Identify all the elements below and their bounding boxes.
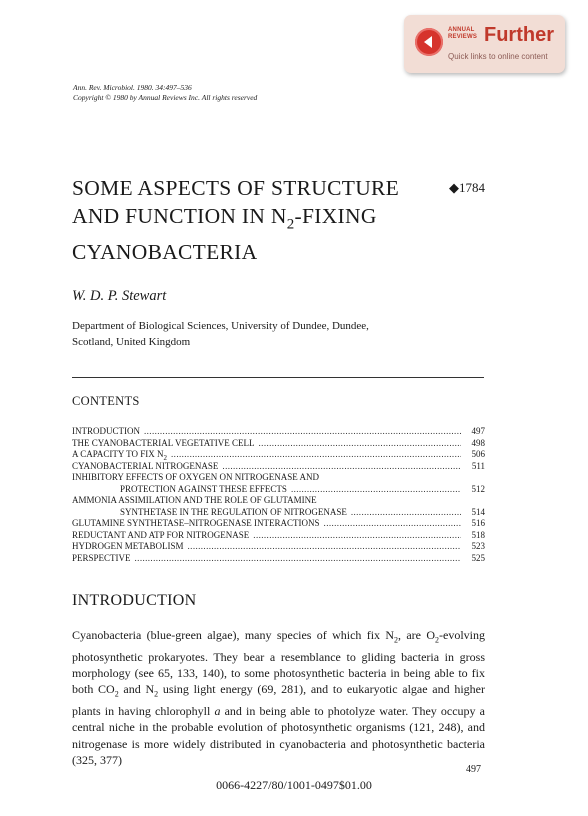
author-name: W. D. P. Stewart xyxy=(72,288,167,304)
toc-entry-perspective[interactable] xyxy=(72,553,485,565)
author-affiliation xyxy=(72,319,369,350)
toc-leader xyxy=(324,518,461,528)
body-subscript: 2 xyxy=(154,689,159,699)
badge-subtitle: Quick links to online content xyxy=(448,52,548,61)
body-paragraph xyxy=(72,627,485,768)
body-text-2: , are O xyxy=(398,628,435,642)
title-subscript: 2 xyxy=(286,216,295,233)
toc-entry-page: 512 xyxy=(471,483,485,494)
toc-entry-page: 506 xyxy=(471,449,485,459)
toc-entry-page: 497 xyxy=(471,426,485,436)
toc-entry-gs-nitrogenase[interactable] xyxy=(72,518,485,530)
toc-entry-title: INHIBITORY EFFECTS OF OXYGEN ON NITROGENASE AND xyxy=(72,472,320,482)
toc-entry-title: GLUTAMINE SYNTHETASE–NITROGENASE INTERACTIONS xyxy=(72,518,320,528)
toc-entry-title: HYDROGEN METABOLISM xyxy=(72,541,184,551)
reference-number: ◆1784 xyxy=(449,180,485,195)
title-line-1: SOME ASPECTS OF STRUCTURE xyxy=(72,176,400,200)
toc-entry-title: CYANOBACTERIAL NITROGENASE xyxy=(72,460,219,471)
body-subscript: 2 xyxy=(114,689,119,699)
play-icon xyxy=(415,28,443,56)
toc-entry-subscript: 2 xyxy=(163,453,168,462)
toc-entry-vegetative-cell[interactable] xyxy=(72,438,485,450)
badge-brand xyxy=(448,27,477,41)
toc-entry-page: 516 xyxy=(471,518,485,528)
toc-entry-introduction[interactable] xyxy=(72,426,485,438)
toc-leader xyxy=(253,530,461,540)
journal-citation xyxy=(73,83,257,103)
toc-leader xyxy=(351,507,461,517)
toc-leader xyxy=(222,461,461,471)
annual-reviews-further-badge[interactable] xyxy=(404,15,565,73)
body-text-6: and in being able to photolyze water. They occupy a central niche in the probable evolution of photosynthetic organisms (121, 248), and nitrogenase is more widely distributed in cyanobacteria and photosynthetic bacteria (325, 377) xyxy=(72,703,485,767)
toc-leader xyxy=(259,438,461,448)
title-line-3: CYANOBACTERIA xyxy=(72,240,258,265)
toc-entry-page: 523 xyxy=(471,541,485,551)
toc-entry-page: 514 xyxy=(471,506,485,517)
toc-entry-hydrogen-metabolism[interactable] xyxy=(72,541,485,553)
toc-leader xyxy=(135,553,461,563)
body-text-3: -evolving photosynthetic prokaryotes. They bear a resemblance to gliding bacteria in gross morphology (see 65, 133, 140), to some photosynthetic bacteria in being able to fix both CO xyxy=(72,628,485,697)
toc-entry-inhibitory-effects-cont[interactable] xyxy=(72,484,485,496)
badge-further-label: Further xyxy=(484,24,554,46)
toc-entry-page: 518 xyxy=(471,529,485,540)
toc-entry-title: PERSPECTIVE xyxy=(72,552,131,563)
toc-entry-title: REDUCTANT AND ATP FOR NITROGENASE xyxy=(72,529,250,540)
body-subscript: 2 xyxy=(435,635,439,645)
toc-leader xyxy=(291,484,461,494)
section-heading-introduction: INTRODUCTION xyxy=(72,592,197,609)
article-title xyxy=(72,174,399,266)
toc-entry-title: PROTECTION AGAINST THESE EFFECTS xyxy=(120,483,287,494)
body-text-4: and N xyxy=(118,682,155,697)
body-text-1: Cyanobacteria (blue-green algae), many species of which fix N xyxy=(72,628,395,642)
toc-leader xyxy=(171,449,461,459)
toc-entry-title: AMMONIA ASSIMILATION AND THE ROLE OF GLUTAMINE xyxy=(72,495,317,505)
toc-entry-title: INTRODUCTION xyxy=(72,426,140,436)
toc-entry-page: 525 xyxy=(471,552,485,563)
toc-entry-page: 511 xyxy=(471,460,485,471)
toc-entry-ammonia-assimilation-cont[interactable] xyxy=(72,507,485,519)
toc-leader xyxy=(144,426,461,436)
badge-brand-line2: REVIEWS xyxy=(448,34,478,40)
toc-entry-capacity-to-fix[interactable] xyxy=(72,449,485,461)
toc-entry-inhibitory-effects[interactable] xyxy=(72,472,485,484)
toc-entry-title: SYNTHETASE IN THE REGULATION OF NITROGENASE xyxy=(120,506,347,517)
page-number: 497 xyxy=(466,764,481,775)
contents-heading: CONTENTS xyxy=(72,394,140,408)
affiliation-line-1: Department of Biological Sciences, University of Dundee, Dundee, xyxy=(72,320,369,332)
citation-line-1: Ann. Rev. Microbiol. 1980. 34:497–536 xyxy=(73,83,192,92)
divider xyxy=(72,377,484,378)
title-line-2-post: -FIXING xyxy=(294,204,377,228)
body-text-5: using light energy (69, 281), and to eukaryotic algae and higher plants in having chlorophyll xyxy=(72,682,485,718)
citation-line-2: Copyright © 1980 by Annual Reviews Inc. All rights reserved xyxy=(73,93,258,102)
toc-entry-reductant-atp[interactable] xyxy=(72,530,485,542)
title-line-2 xyxy=(72,202,399,238)
title-line-2-pre: AND FUNCTION IN N xyxy=(72,204,287,228)
document-code: 0066-4227/80/1001-0497$01.00 xyxy=(216,778,372,792)
toc-entry-ammonia-assimilation[interactable] xyxy=(72,495,485,507)
toc-entry-page: 498 xyxy=(471,437,485,448)
table-of-contents xyxy=(72,426,485,564)
badge-brand-line1: ANNUAL xyxy=(448,27,475,33)
body-italic: a xyxy=(214,703,221,718)
toc-entry-nitrogenase[interactable] xyxy=(72,461,485,473)
toc-entry-title: THE CYANOBACTERIAL VEGETATIVE CELL xyxy=(72,437,255,448)
toc-leader xyxy=(188,541,461,551)
affiliation-line-2: Scotland, United Kingdom xyxy=(72,335,191,348)
body-subscript: 2 xyxy=(394,635,399,645)
toc-entry-title-pre: A CAPACITY TO FIX N xyxy=(72,449,164,459)
